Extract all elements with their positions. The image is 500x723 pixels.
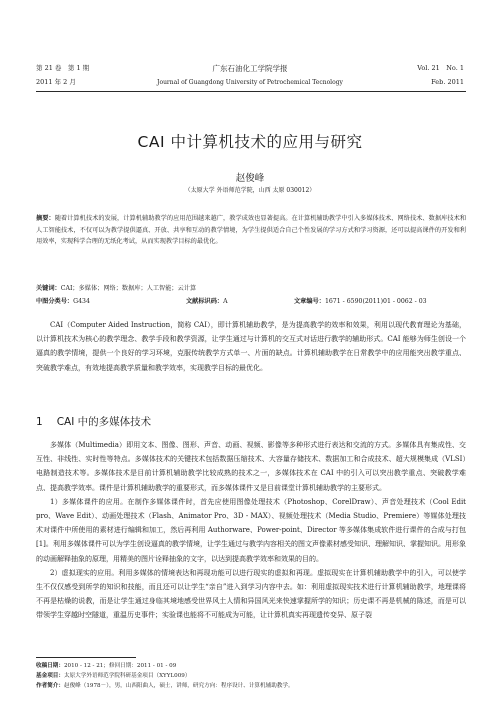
keywords — [36, 283, 466, 292]
intro-text — [36, 318, 466, 375]
article-title: CAI 中计算机技术的应用与研究 — [137, 133, 363, 151]
abstract — [36, 213, 466, 248]
section-body — [36, 438, 466, 623]
abstract-text: 随着计算机技术的发展，计算机辅助教学的应用范围越来越广，教学成效也显著提高。在计算机辅助教学中引入多媒体技术、网络技术、数据库技术和人工智能技术，不仅可以为教学提供逼真、开放、共享和互动的教学情境，为学生提供适合自己个性发展的学习方式和学习资源，还可以提高课件的开发和利用效率，实现科学合理的无纸化考试，从而实现教学目标的最优化。 — [36, 215, 467, 246]
abstract-label: 摘要： — [36, 215, 55, 222]
footnote-fund: 基金项目：太原大学外语师范学院科研基金项目（XYYL009） — [36, 673, 191, 679]
intro-paragraph: CAI（Computer Aided Instruction，简称 CAI），即计算机辅助教学，是为提高教学的效率和效果，利用以现代教育理论为基础，以计算机技术为核心的教学理念、教学手段和教学资源，让学生通过与计算机的交互式对话进行教学的辅助形式。CAI 能够为师生创设一个逼真的教学情境，提供一个良好的学习环境，克服传统教学方式单一、片面的缺点。计算机辅助教学在日常教学中的应用能突出教学重点、突破教学难点，有效地提高教学质量和教学效率，实现教学目标的最优化。 — [36, 321, 466, 372]
paragraph-multimedia: 多媒体（Multimedia）即用文本、图像、图形、声音、动画、视频、影像等多种形式进行表达和交流的方式。多媒体具有集成性、交互性、非线性、实时性等特点。多媒体技术的关键技术包括数据压缩技术、大容量存储技术、数据加工和合成技术、超大规模集成（VLSI）电路制造技术等。多媒体技术是目前计算机辅助教学比较成熟的技术之一，多媒体技术在 CAI 中的引入可以突出教学重点、突破教学难点、提高教学效率。课件是计算机辅助教学的重要形式，而多媒体课件又是目前课堂计算机辅助教学的主要形式。 — [36, 441, 466, 492]
keywords-label: 关键词： — [36, 285, 61, 292]
section-heading — [36, 414, 151, 429]
volume-issue-en: Vol. 21 No. 1 — [417, 64, 464, 72]
author-name: 赵俊峰 — [235, 173, 265, 184]
journal-name-cn: 广东石油化工学院学报 — [212, 64, 288, 73]
keywords-text: CAI；多媒体；网络；数据库；人工智能；云计算 — [60, 285, 197, 292]
author-affiliation: （太原大学 外语师范学院，山西 太原 030012） — [184, 187, 316, 194]
volume-issue-cn: 第 21 卷 第 1 期 — [36, 64, 90, 72]
section-title: CAI 中的多媒体技术 — [56, 416, 152, 428]
paragraph-virtual-reality: 2）虚拟现实的应用。利用多媒体的情境表达和再现功能可以进行现实的虚拟和再现。虚拟现实在计算机辅助教学中的引入，可以使学生不仅仅感受到所学的知识和技能，而且还可以让学生“亲自”进入到学习内容中去。如：利用虚拟现实技术进行计算机辅助教学，地理课将不再是枯燥的说教，而是让学生通过身临其境地感受世界风土人情和异国风光来快速掌握所学的知识；历史课不再是机械的陈述，而是可以带领学生穿越时空隧道，重温历史事件；实验课也能将不可能成为可能，让计算机真实再现遗传变异、原子裂 — [36, 568, 466, 620]
date-cn: 2011 年 2 月 — [36, 78, 76, 86]
footnote-received: 收稿日期：2010 - 12 - 21；修回日期：2011 - 01 - 09 — [36, 663, 177, 669]
header-rule — [36, 91, 466, 92]
section-number: 1 — [36, 416, 43, 428]
date-en: Feb. 2011 — [431, 78, 464, 86]
article-number: 文章编号：1671 - 6590(2011)01 - 0062 - 03 — [294, 298, 427, 305]
footnote-author-bio: 作者简介：赵俊峰（1978－），男，山西阳曲人，硕士，讲师，研究方向：程序设计、计算机辅助教学。 — [36, 683, 294, 689]
paragraph-courseware: 1）多媒体课件的应用。在制作多媒体课件时，首先应使用图像处理技术（Photoshop、CorelDraw）、声音处理技术（Cool Edit pro、Wave Edit）、动画处理技术（Flash、Animator Pro、3D - MAX）、视频处理技术（Media Studio、Premiere）等媒体处理技术对课件中所使用的素材进行编辑和加工，然后再利用 Authorware、Power-point、Director 等多媒体集成软件进行课件的合成与打包[1]。利用多媒体课件可以为学生创设逼真的教学情境，让学生通过与教学内容相关的图文声像素材感受知识、理解知识、掌握知识。用形象的动画解释抽象的原理，用精美的图片诠释抽象的文字，以达到提高教学效率和效果的目的。 — [36, 497, 466, 563]
clc-number: 中图分类号：G434 — [36, 298, 90, 305]
journal-name-en: Journal of Guangdong University of Petrochemical Tecnology — [157, 79, 343, 86]
footnote-rule — [36, 657, 136, 658]
document-code: 文献标识码：A — [186, 298, 228, 305]
